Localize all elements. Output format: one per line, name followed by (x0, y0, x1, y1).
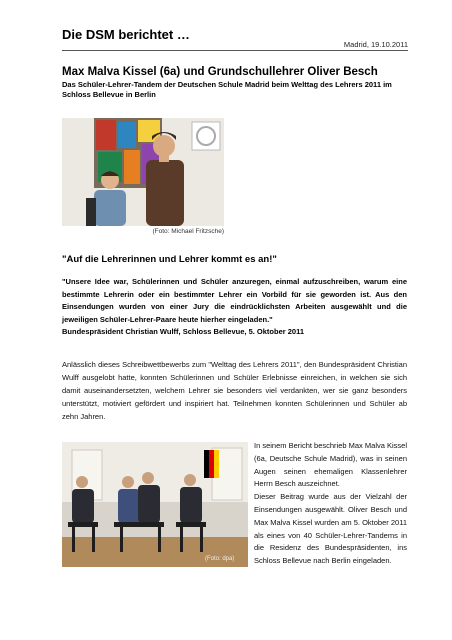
photo2-caption: (Foto: dpa) (205, 556, 235, 562)
quote-heading: "Auf die Lehrerinnen und Lehrer kommt es an!" (62, 254, 277, 265)
photo1-caption: (Foto: Michael Fritzsche) (152, 228, 224, 235)
quote-attribution: Bundespräsident Christian Wulff, Schloss Bellevue, 5. Oktober 2011 (62, 327, 305, 336)
newsletter-title: Die DSM berichtet … (62, 27, 190, 42)
student-teacher-photo (62, 118, 224, 226)
article-subheadline: Das Schüler-Lehrer-Tandem der Deutschen Schule Madrid beim Welttag des Lehrers 2011 im Schloss Bellevue in Berlin (62, 80, 392, 99)
quote-text: "Unsere Idee war, Schülerinnen und Schüler anzuregen, einmal aufzuschreiben, warum eine bestimmte Lehrerin oder ein bestimmter Lehrer ein Vorbild für sie geworden ist. Aus den Einsendungen wurden von einer Jury die eindrücklichsten Arbeiten ausgewählt und die jeweiligen Schüler-Lehrer-Paare heute hierher eingeladen." (62, 277, 407, 324)
side-column (254, 440, 407, 568)
event-panel-photo (62, 442, 248, 567)
article-headline: Max Malva Kissel (6a) und Grundschullehrer Oliver Besch (62, 66, 378, 78)
body-paragraph-2: In seinem Bericht beschrieb Max Malva Kissel (6a, Deutsche Schule Madrid), was in seinen Augen seinen ehemaligen Klassenlehrer Herrn Besch auszeichnet. (254, 441, 407, 489)
quote-block (62, 276, 407, 339)
body-paragraph-1: Anlässlich dieses Schreibwettbewerbs zum "Welttag des Lehrers 2011", den Bundespräsident Christian Wulff ausgelobt hatte, konnten Schülerinnen und Schüler Erlebnisse einreichen, in welchen sie sich damit auseinandersetzten, welchem Lehrer sie besonders viel verdankten, wer sie ganz besonders unterstützt, motiviert gefördert und inspiriert hat. Teilnehmen konnten Schülerinnen und Schüler ab zehn Jahren. (62, 360, 407, 421)
header-divider (62, 50, 408, 51)
body-paragraph-3: Dieser Beitrag wurde aus der Vielzahl der Einsendungen ausgewählt. Oliver Besch und Max Malva Kissel wurden am 5. Oktober 2011 als eines von 40 Schüler-Lehrer-Tandems in die Residenz des Bundespräsidenten, ins Schloss Bellevue nach Berlin eingeladen. (254, 492, 407, 566)
publication-date: Madrid, 19.10.2011 (343, 40, 408, 49)
